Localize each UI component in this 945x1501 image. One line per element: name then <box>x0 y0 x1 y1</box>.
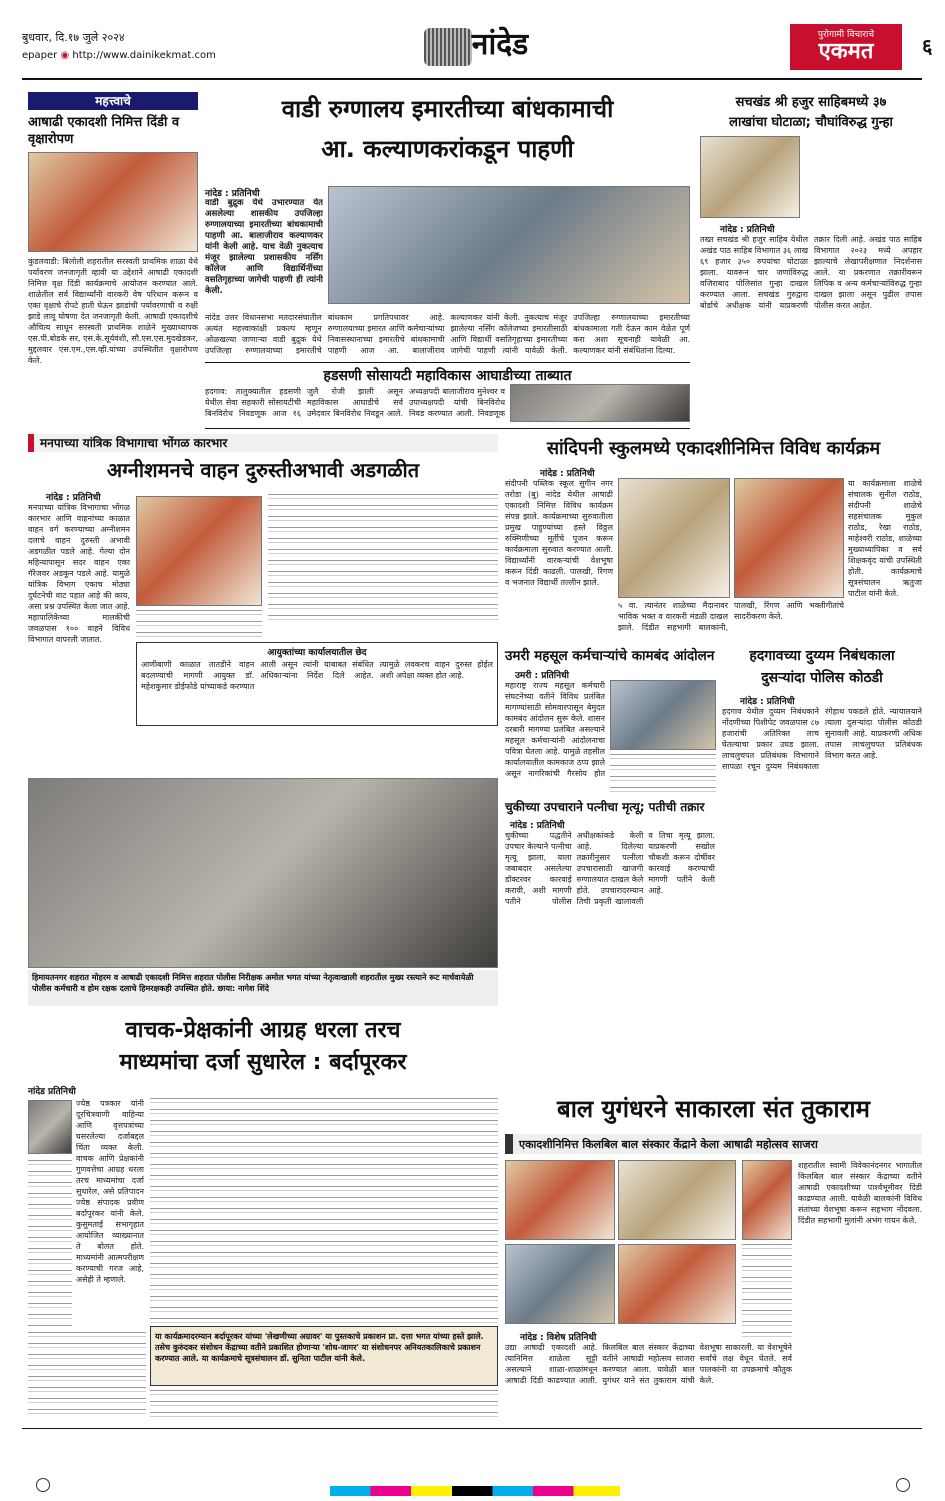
book-release-note: या कार्यक्रमादरम्यान बर्दापूरकर यांच्या 'लेखणीच्या अग्रावर' या पुस्तकाचे प्रकाशन प्रा. दत्ता भगत यांच्या हस्ते झाले. तसेच कुरुंदकर संशोधन केंद्राच्या वतीने प्रकाशित होणाऱ्या 'शोध-जागर' या संशोधनपर अनियतकालिकाचे प्रकाशन करण्यात आले. या कार्यक्रमाचे सूत्रसंचालन डॉ. सुनिता पाटील यांनी केले. <box>150 1326 498 1386</box>
color-bar <box>330 1486 620 1496</box>
gurudwara-photo <box>700 136 800 218</box>
sidebar-body: कुंडलवाडी: बिलोली शहरातील सरस्वती प्राथमिक शाळा येथे पर्यावरण जनजागृती व्हावी या उद्देशाने आषाढी एकादशी निमित्त वृक्ष दिंडी कार्यक्रमाचे आयोजन करण्यात आले. शाळेतील सर्व विद्यार्थ्यांनी वारकरी वेष परिधान करून व एका वृक्षाचे रोपटे हाती घेऊन झाडांची पर्यावरणाची व रुक्षी झाडे लावू घोषणा देत जनजागृती केली. आषाढी एकादशीचे औचित्य साधून सरस्वती प्राथमिक शाळेने मुख्याध्यापक एस.पी.बोडके सर, एस.के.सूर्यवंशी, सौ.एस.एस.मुदखेडकर, मुद्दलवार एस.एम.,एस.व्ही.यांच्या उपस्थितीत वृक्षारोपण केले. <box>28 257 198 365</box>
story1-headline-1: वाडी रुग्णालय इमारतीच्या बांधकामाची <box>281 95 614 123</box>
story2-body: हदगाव: तालुक्यातील हडसणी येथील सेवा सहकारी सोसायटीची बिनविरोध निवडणूक आज १६ जुलै रोजी झाली असून महाविकास आघाडीचे सर्व उमेदवार बिनविरोध निवडून आले. अध्यक्षपदी बालाजीराव मुनेश्वर व उपाध्यक्षपदी यांची बिनविरोध निवड करण्यात आली. निवडणूक <box>205 387 505 418</box>
epaper-url: http://www.dainikekmat.com <box>72 50 216 61</box>
story8-headline-2: दुसऱ्यांदा पोलिस कोठडी <box>761 670 883 686</box>
school-event-photo-1 <box>618 478 730 598</box>
story4-headline: अग्नीशमनचे वाहन दुरुस्तीअभावी अडगळीत <box>106 458 420 482</box>
story10-col <box>742 1244 792 1338</box>
story5-byline: नांदेड : प्रतिनिधी <box>540 469 595 479</box>
story9-headline-1: वाचक-प्रेक्षकांनी आग्रह धरला तरच <box>125 1018 401 1043</box>
epaper-label: epaper <box>22 50 58 61</box>
story10-byline: नांदेड : विशेष प्रतिनिधी <box>520 1333 597 1343</box>
edition-city: नांदेड <box>471 27 529 62</box>
footer-rule <box>22 1428 922 1429</box>
story9-tail <box>150 1390 498 1418</box>
epaper-link[interactable] <box>22 50 216 61</box>
speaker-portrait <box>28 1100 72 1154</box>
commissioner-box <box>136 642 498 726</box>
story5-headline: सांदिपनी स्कुलमध्ये एकादशीनिमित्त विविध कार्यक्रम <box>546 438 881 459</box>
story6-body-cont <box>610 754 716 794</box>
story3-headline-2: लाखांचा घोटाळा; चौघांविरुद्ध गुन्हा <box>729 115 893 130</box>
story4-byline: नांदेड : प्रतिनिधी <box>46 493 101 503</box>
issue-date: बुधवार, दि.१७ जुले २०२४ <box>22 31 125 44</box>
hospital-inspection-photo <box>328 186 690 304</box>
masthead <box>0 0 945 76</box>
child-tukaram-photo-4 <box>505 1244 615 1324</box>
globe-icon: ◉ <box>60 50 70 61</box>
story6-byline: उमरी : प्रतिनिधी <box>515 671 569 681</box>
dindi-photo <box>28 152 198 252</box>
kicker-label: महत्त्वाचे <box>28 92 198 110</box>
box-body: आणीबाणी काळात तातडीने वाहन बदलण्याची मागणी आयुक्त डॉ. महेशकुमार डोईफोडे यांच्याकडे करण्यात आली असून त्यांनी याबाबत संबंधित अधिकाऱ्यांना निर्देश दिले आहेत. त्यामुळे लवकरच वाहन दुरुस्त होईल अशी अपेक्षा व्यक्त होत आहे. <box>141 660 493 691</box>
story9-body-cont <box>150 1098 498 1326</box>
registration-mark-right <box>896 1478 910 1492</box>
police-photo-caption: हिमायतनगर शहरात मोहरम व आषाढी एकादशी निमित्त शहरात पोलीस निरीक्षक अमोल भगत यांच्या नेतृत्वाखाली शहरातील मुख्य रस्त्याने रूट मार्चवायेळी पोलीस कर्मचारी व होम रक्षक दलाचे हिमरक्षकही उपस्थित होते. छाया: नागेश शिंदे <box>28 970 498 1006</box>
story3-body: तख्त सचखंड श्री हजुर साहिब येथील अखंड पाठ साहिब विभागात ३६ लाख ६९ हजार ३५० रुपयांचा घोटाळा झाला. यावरून चार जणांविरुद्ध वजिराबाद पोलिसांत गुन्हा दाखल करण्यात आला. सचखंड गुरुद्वारा बोर्डाचे अधीक्षक यांनी याप्रकरणी तक्रार दिली आहे. अखंड पाठ साहिब विभागात २०२३ मध्ये अपहार झाल्याचे लेखापरीक्षणात निदर्शनास आले. या प्रकरणात तक्रारीवरून लिपिक व अन्य कर्मचाऱ्यांविरुद्ध गुन्हा दाखल झाला असून पुढील तपास पोलीस करत आहेत. <box>700 235 922 310</box>
society-photo <box>510 384 690 422</box>
section-strip: मनपाच्या यांत्रिक विभागाचा भोंगळ कारभार <box>28 434 498 452</box>
story9-headline-2: माध्यमांचा दर्जा सुधारेल : बर्दापूरकर <box>119 1050 407 1075</box>
story7-body: चुकीच्या पद्धतीने उपचार केल्याने पत्नीचा मृत्यू झाला, याला जबाबदार असलेल्या डॉक्टरवर कारवाई करावी, अशी मागणी पतीने पोलीस अधीक्षकांकडे केली आहे. दिलेल्या तक्रारीनुसार पत्नीला उपचारासाठी खाजगी रुग्णालयात दाखल केले होते. उपचारादरम्यान तिची प्रकृती खालावली व तिचा मृत्यू झाला. याप्रकरणी सखोल चौकशी करून दोषींवर कारवाई करण्याची मागणी पतीने केली आहे. <box>505 831 715 906</box>
story3-byline: नांदेड : प्रतिनिधी <box>720 225 775 235</box>
story1-lead: वाडी बुद्रुक येथे उभारण्यात येत असलेल्या शासकीय उपजिल्हा रुग्णालयाच्या इमारतीच्या बांधकामाची पाहणी आ. बालाजीराव कल्याणकर यांनी केली आहे. याच वेळी नुकत्याच मंजूर झालेल्या प्रशासकीय नर्सिंग कॉलेज आणि विद्यार्थिनींच्या वसतिगृहाच्या जागेची पाहणी ही त्यांनी केली. <box>205 198 323 296</box>
story2-rule <box>205 428 690 429</box>
page-number: ६ <box>922 34 933 58</box>
story6-body: महाराष्ट्र राज्य महसूल कर्मचारी संघटनेच्या वतीने विविध प्रलंबित मागण्यांसाठी सोमवारपासून बेमुदत कामबंद आंदोलन सुरू केले. शासन दरबारी मागण्या प्रलंबित असल्याने महसूल कर्मचाऱ्यांनी आंदोलनाचा पवित्रा घेतला आहे. यामुळे तहसील कार्यालयातील कामकाज ठप्प झाले असून नागरिकांची गैरसोय होत <box>505 681 605 778</box>
story2-headline: हडसणी सोसायटी महाविकास आघाडीच्या ताब्यात <box>323 368 572 384</box>
story7-byline: नांदेड : प्रतिनिधी <box>510 821 565 831</box>
story6-headline: उमरी महसूल कर्मचाऱ्यांचे कामबंद आंदोलन <box>505 648 715 664</box>
story5-caption: ५ वा. त्यानंतर शाळेच्या मैदानावर भाविक भक्त व वारकरी मंडळी दाखल झाले. दिंडीत सहभागी बालकांनी, पालखी, रिंगण आणि भक्तीगीतांचे सादरीकरण केले. <box>618 601 844 632</box>
story3-headline-1: सचखंड श्री हजुर साहिबमध्ये ३७ <box>735 95 887 110</box>
story4-body-cont <box>268 494 498 622</box>
protest-photo <box>610 680 716 750</box>
child-tukaram-photo-2 <box>618 1160 736 1240</box>
story1-body: नांदेड उत्तर विधानसभा मतदारसंघातील अत्यंत महत्त्वाकांक्षी प्रकल्प म्हणून ओळखल्या जाणाऱ्या वाडी बुद्रुक येथे उपजिल्हा रुग्णालयाच्या इमारतीचे बांधकाम प्रगतिपथावर आहे. रुग्णालयाच्या इमारत आणि कर्मचाऱ्यांच्या निवासस्थानाच्या इमारतीचे बांधकामाची पाहणी आज आ. बालाजीराव कल्याणकर यांनी केली. नुकत्याच मंजूर झालेल्या नर्सिंग कॉलेजच्या इमारतीसाठी आणि विद्यार्थी वसतिगृहाच्या इमारतीच्या जागेची पाहणी त्यांनी यावेळी केली. उपजिल्हा रुग्णालयाच्या इमारतीच्या बांधकामाला गती देऊन काम वेळेत पूर्ण करा अशा सूचनाही यावेळी आ. कल्याणकर यांनी संबंधितांना दिल्या. <box>205 313 690 355</box>
brand-name: एकमत <box>818 39 874 64</box>
story10-subhead: एकादशीनिमित्त किलबिल बाल संस्कार केंद्राने केला आषाढी महोत्सव साजरा <box>505 1134 922 1154</box>
fire-truck-photo <box>136 496 262 606</box>
header-rule <box>22 78 922 80</box>
story4-body-cont-2 <box>136 610 262 638</box>
story10-body: उद्या आषाढी एकादशी आहे. त्यानिमित्त शाळेला सुट्टी असल्याने शाळा-शाळांमधून आषाढी दिंडी काढण्यात आली. किलबिल बाल संस्कार केंद्राच्या वतीने आषाढी महोत्सव साजरा करण्यात आला. यावेळी बाल युगंधर याने संत तुकाराम यांची वेशभूषा साकारली. या वेशभूषेने सर्वांचे लक्ष वेधून घेतले. सर्व पालकांनी या उपक्रमाचे कौतुक केले. <box>505 1343 792 1385</box>
story8-headline-1: हदगावच्या दुय्यम निबंधकाला <box>749 648 895 664</box>
story4-body: मनपाच्या यांत्रिक विभागाचा भोंगळ कारभार आणि वाहनांच्या काळात वाहन वर्ग करण्याच्या अग्नीशमन दलाचे वाहन दुरुस्ती अभावी अडगळीत पडले आहे. गेल्या दोन महिन्यापासून सदर वाहन एका गॅरेजवर अडकून पडले आहे. यामुळे यांत्रिक विभाग एकाच मोठ्या दुर्घटनेची वाट पहात आहे की काय, असा प्रश्न उपस्थित केला जात आहे. महापालिकेच्या मालकीची जवळपास १०० वाहने विविध विभागात वापरली जातात. <box>28 503 130 644</box>
story10-right: शहरातील स्वामी विवेकानंदनगर भागातील किलबिल बाल संस्कार केंद्राच्या वतीने आषाढी एकादशीच्या पार्श्वभूमीवर दिंडी काढण्यात आली. यावेळी बालकांनी विविध संतांच्या वेशभूषा करून सहभाग नोंदवला. दिंडीत सहभागी मुलांनी अभंग गायन केले. <box>798 1161 922 1225</box>
box-title: आयुक्तांच्या कार्यालयातील छेद <box>267 648 367 658</box>
registration-mark-left <box>36 1478 50 1492</box>
story1-byline: नांदेड : प्रतिनिधी <box>205 189 260 199</box>
child-tukaram-photo-3 <box>742 1160 792 1240</box>
story9-byline: नांदेड प्रतिनिधी <box>28 1087 76 1097</box>
story10-headline: बाल युगंधरने साकारला संत तुकाराम <box>557 1095 870 1123</box>
city-landmark-icon <box>424 28 472 66</box>
story7-headline: चुकीच्या उपचाराने पत्नीचा मृत्यू; पतीची तक्रार <box>505 800 705 814</box>
police-march-photo <box>28 778 498 968</box>
story9-col-1 <box>28 1160 72 1326</box>
story9-body: ज्येष्ठ पत्रकार यांनी दूरचित्रवाणी वाहिन्या आणि वृत्तपत्रांच्या घसरलेल्या दर्जाबद्दल चिंता व्यक्त केली. वाचक आणि प्रेक्षकांनी गुणवत्तेचा आग्रह धरला तरच माध्यमांचा दर्जा सुधारेल, असे प्रतिपादन ज्येष्ठ संपादक प्रवीण बर्दापूरकर यांनी केले. कुसुमताई सभागृहात आयोजित व्याख्यानात ते बोलत होते. माध्यमांनी आत्मपरीक्षण करण्याची गरज आहे, असेही ते म्हणाले. <box>76 1099 144 1284</box>
story5-body: संदीपनी पब्लिक स्कूल सुगीन नगर तरोडा (बु) नांदेड येथील आषाढी एकादशी निमित्त विविध कार्यक्रम संपन्न झाले. कार्यक्रमाच्या सुरुवातीला प्रमुख पाहुण्यांच्या हस्ते विठ्ठल रुक्मिणीच्या मूर्तीचे पूजन करून कार्यक्रमाला सुरुवात करण्यात आली. विद्यार्थ्यांनी वारकऱ्यांची वेशभूषा करून दिंडी काढली. पालखी, रिंगण व भजनात विद्यार्थी तल्लीन झाले. <box>505 479 613 587</box>
story1-headline-2: आ. कल्याणकरांकडून पाहणी <box>321 135 574 163</box>
story5-side: या कार्यक्रमाला शाळेचे संचालक सुनील राठोड, संदीपनी शाळेचे सहसंचालक मुकुल राठोड, रेखा राठोड, माहेश्वरी राठोड, शाळेच्या मुख्याध्यापिका व सर्व शिक्षकवृंद यांची उपस्थिती होती. कार्यक्रमाचे सूत्रसंचालन ऋतुजा पाटील यांनी केले. <box>848 479 922 598</box>
story8-body: हदगाव येथील दुय्यम निबंधकाने नोंदणीच्या पिशीपेट जवळपास ८७ हजारांची अतिरिक्त लाच घेतल्याचा प्रकार उघड झाला. लाचलुचपत प्रतिबंधक विभागाने सापळा रचून दुय्यम निबंधकाला रंगेहाथ पकडले होते. न्यायालयाने त्याला दुसऱ्यांदा पोलीस कोठडी सुनावली आहे. याप्रकरणी अधिक तपास लाचलुचपत प्रतिबंधक विभाग करत आहे. <box>722 707 922 771</box>
brand-tagline: पुरोगामी विचाराचे <box>817 30 875 40</box>
child-tukaram-photo-5 <box>618 1244 736 1324</box>
school-event-photo-2 <box>734 478 844 598</box>
sidebar-headline: आषाढी एकादशी निमित्त दिंडी व वृक्षारोपण <box>28 115 180 147</box>
child-tukaram-photo-1 <box>505 1160 615 1240</box>
story9-col-tail <box>28 1332 146 1418</box>
story8-byline: नांदेड : प्रतिनिधी <box>740 697 795 707</box>
story1-rule <box>205 362 690 363</box>
brand-logo <box>790 24 902 70</box>
